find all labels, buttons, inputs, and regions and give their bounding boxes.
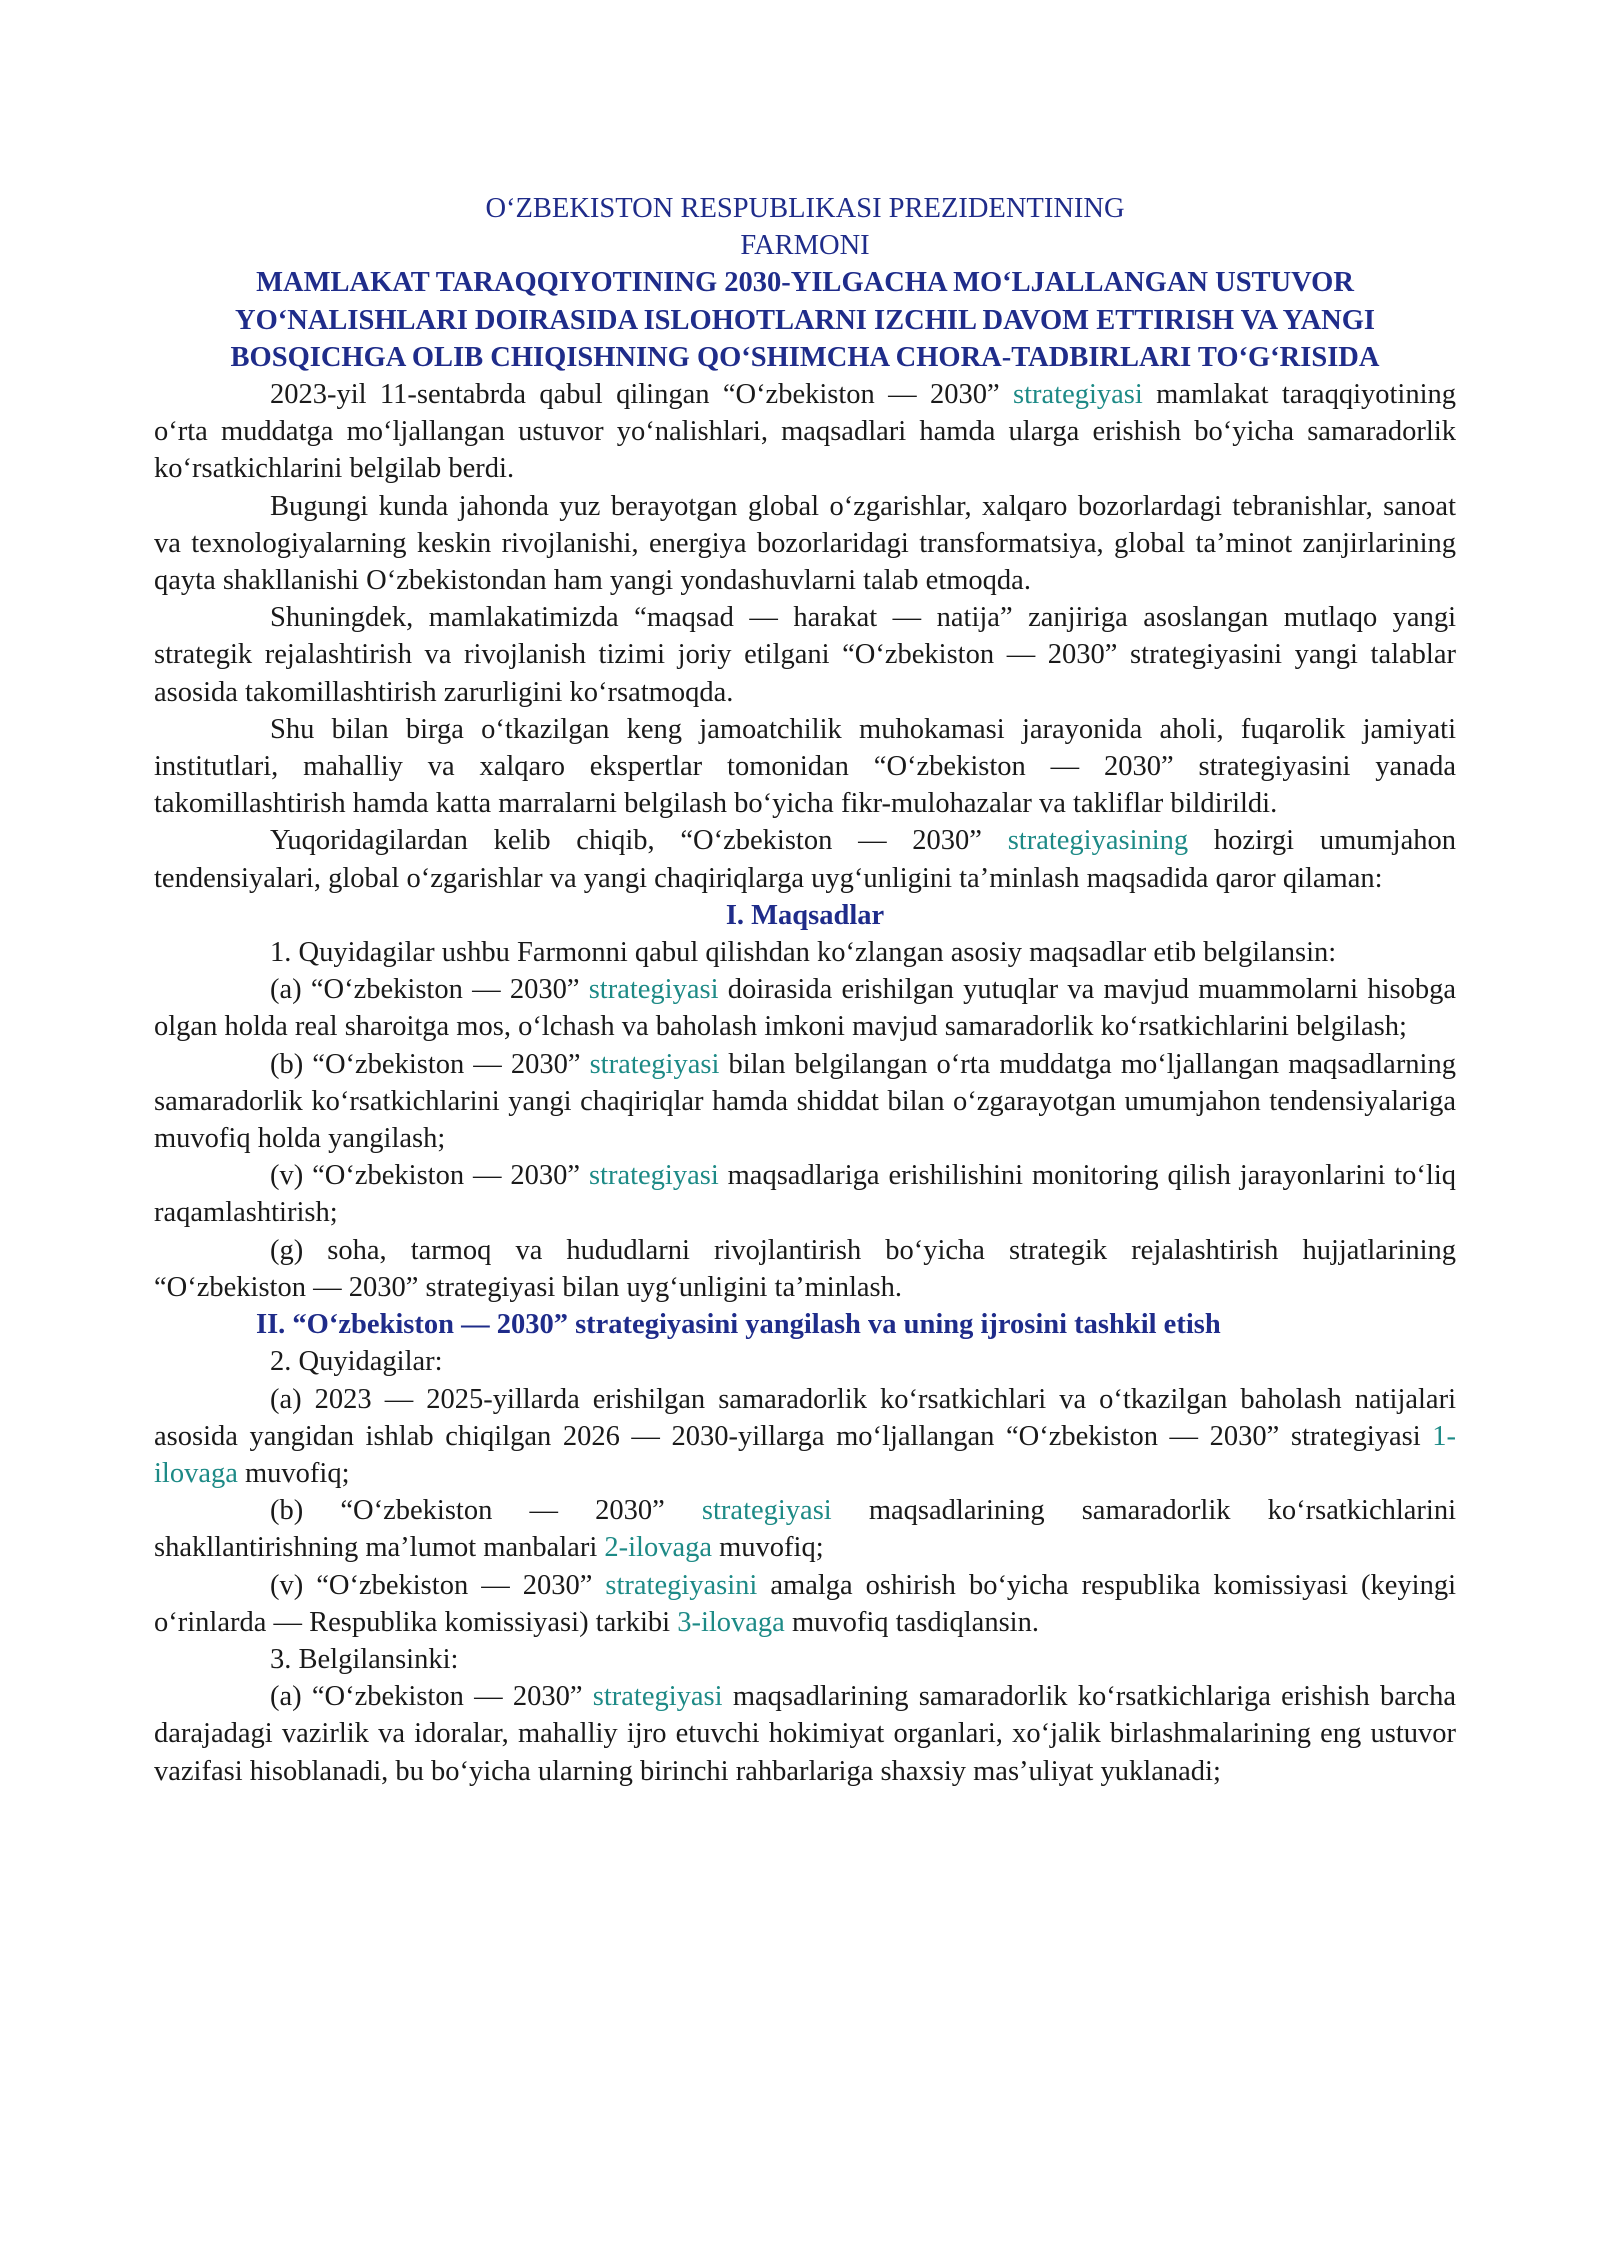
paragraph-4: Shu bilan birga o‘tkazilgan keng jamoatchilik muhokamasi jarayonida aholi, fuqarolik jamiyati institutlari, mahalliy va xalqaro ekspertlar tomonidan “O‘zbekiston — 2030” strategiyasini yanada takomillashtirish hamda katta marralarni belgilash bo‘yicha fikr-mulohazalar va takliflar bildirildi. (154, 713, 1456, 820)
decree-title: MAMLAKAT TARAQQIYOTINING 2030-YILGACHA MO‘LJALLANGAN USTUVOR YO‘NALISHLARI DOIRASIDA ISLOHOTLARNI IZCHIL DAVOM ETTIRISH VA YANGI BOSQICHGA OLIB CHIQISHNING QO‘SHIMCHA CHORA-TADBIRLARI TO‘G‘RISIDA (230, 267, 1380, 373)
annex-2-link[interactable]: 2-ilovaga (604, 1532, 713, 1564)
paragraph-5: Yuqoridagilardan kelib chiqib, “O‘zbekiston — 2030” strategiyasining hozirgi umumjahon tendensiyalari, global o‘zgarishlar va yangi chaqiriqlarga uyg‘unligini ta’minlash maqsadida qaror qilaman: (154, 825, 1456, 894)
section-1-item-g: (g) soha, tarmoq va hududlarni rivojlantirish bo‘yicha strategik rejalashtirish hujjatlarining “O‘zbekiston — 2030” strategiyasi bilan uyg‘unligini ta’minlash. (154, 1234, 1456, 1303)
strategy-link[interactable]: strategiyasining (1007, 825, 1189, 857)
strategy-link[interactable]: strategiyasini (605, 1569, 758, 1601)
paragraph-2: Bugungi kunda jahonda yuz berayotgan global o‘zgarishlar, xalqaro bozorlardagi tebranishlar, sanoat va texnologiyalarning keskin rivojlanishi, energiya bozorlaridagi transformatsiya, global ta’minot zanjirlarining qayta shakllanishi O‘zbekistondan ham yangi yondashuvlarni talab etmoqda. (154, 490, 1456, 597)
section-2-title: II. “O‘zbekiston — 2030” strategiyasini yangilash va uning ijrosini tashkil etish (256, 1309, 1221, 1341)
strategy-link[interactable]: strategiyasi (589, 1048, 720, 1080)
strategy-link[interactable]: strategiyasi (701, 1495, 832, 1527)
header-line-2: FARMONI (740, 230, 870, 262)
strategy-link[interactable]: strategiyasi (588, 1160, 719, 1192)
section-2-item-3a: (a) “O‘zbekiston — 2030” strategiyasi maqsadlarining samaradorlik ko‘rsatkichlariga erishish barcha darajadagi vazirlik va idoralar, mahalliy ijro etuvchi hokimiyat organlari, xo‘jalik birlashmalarining eng ustuvor vazifasi hisoblanadi, bu bo‘yicha ularning birinchi rahbarlariga shaxsiy mas’uliyat yuklanadi; (154, 1681, 1457, 1787)
section-2-item-b: (b) “O‘zbekiston — 2030” strategiyasi maqsadlarining samaradorlik ko‘rsatkichlarini shakllantirishning ma’lumot manbalari 2-ilovaga muvofiq; (154, 1495, 1456, 1564)
paragraph-1: 2023-yil 11-sentabrda qabul qilingan “O‘zbekiston — 2030” strategiyasi mamlakat taraqqiyotining o‘rta muddatga mo‘ljallangan ustuvor yo‘nalishlari, maqsadlari hamda ularga erishish bo‘yicha samaradorlik ko‘rsatkichlarini belgilab berdi. (154, 379, 1457, 485)
paragraph-3: Shuningdek, mamlakatimizda “maqsad — harakat — natija” zanjiriga asoslangan mutlaqo yangi strategik rejalashtirish va rivojlanish tizimi joriy etilgani “O‘zbekiston — 2030” strategiyasini yangi talablar asosida takomillashtirish zarurligini ko‘rsatmoqda. (154, 602, 1456, 708)
annex-3-link[interactable]: 3-ilovaga (677, 1606, 785, 1638)
strategy-link[interactable]: strategiyasi (1013, 379, 1143, 411)
strategy-link[interactable]: strategiyasi (588, 974, 719, 1006)
strategy-link[interactable]: strategiyasi (592, 1681, 723, 1713)
section-2-item-2: 2. Quyidagilar: (270, 1346, 443, 1378)
section-1-item-1: 1. Quyidagilar ushbu Farmonni qabul qilishdan ko‘zlangan asosiy maqsadlar etib belgilansin: (270, 937, 1337, 969)
section-1-item-v: (v) “O‘zbekiston — 2030” strategiyasi maqsadlariga erishilishini monitoring qilish jarayonlarini to‘liq raqamlashtirish; (154, 1160, 1456, 1229)
section-1-title: I. Maqsadlar (725, 899, 885, 931)
section-1-item-b: (b) “O‘zbekiston — 2030” strategiyasi bilan belgilangan o‘rta muddatga mo‘ljallangan maqsadlarning samaradorlik ko‘rsatkichlarini yangi chaqiriqlar hamda shiddat bilan o‘zgarayotgan umumjahon tendensiyalariga muvofiq holda yangilash; (154, 1048, 1456, 1155)
header-line-1: O‘ZBEKISTON RESPUBLIKASI PREZIDENTINING (485, 193, 1125, 224)
section-2-item-3: 3. Belgilansinki: (270, 1643, 459, 1675)
section-2-item-v: (v) “O‘zbekiston — 2030” strategiyasini amalga oshirish bo‘yicha respublika komissiyasi (keyingi o‘rinlarda — Respublika komissiyasi) tarkibi 3-ilovaga muvofiq tasdiqlansin. (154, 1569, 1456, 1638)
decree-page (154, 190, 1456, 1790)
annex-1-link[interactable]: 1-ilovaga (154, 1420, 1456, 1489)
section-1-item-a: (a) “O‘zbekiston — 2030” strategiyasi doirasida erishilgan yutuqlar va mavjud muammolarni hisobga olgan holda real sharoitga mos, o‘lchash va baholash imkoni mavjud samaradorlik ko‘rsatkichlarini belgilash; (154, 974, 1456, 1043)
section-2-item-a: (a) 2023 — 2025-yillarda erishilgan samaradorlik ko‘rsatkichlari va o‘tkazilgan baholash natijalari asosida yangidan ishlab chiqilgan 2026 — 2030-yillarga mo‘ljallangan “O‘zbekiston — 2030” strategiyasi 1-ilovaga muvofiq; (154, 1383, 1456, 1489)
